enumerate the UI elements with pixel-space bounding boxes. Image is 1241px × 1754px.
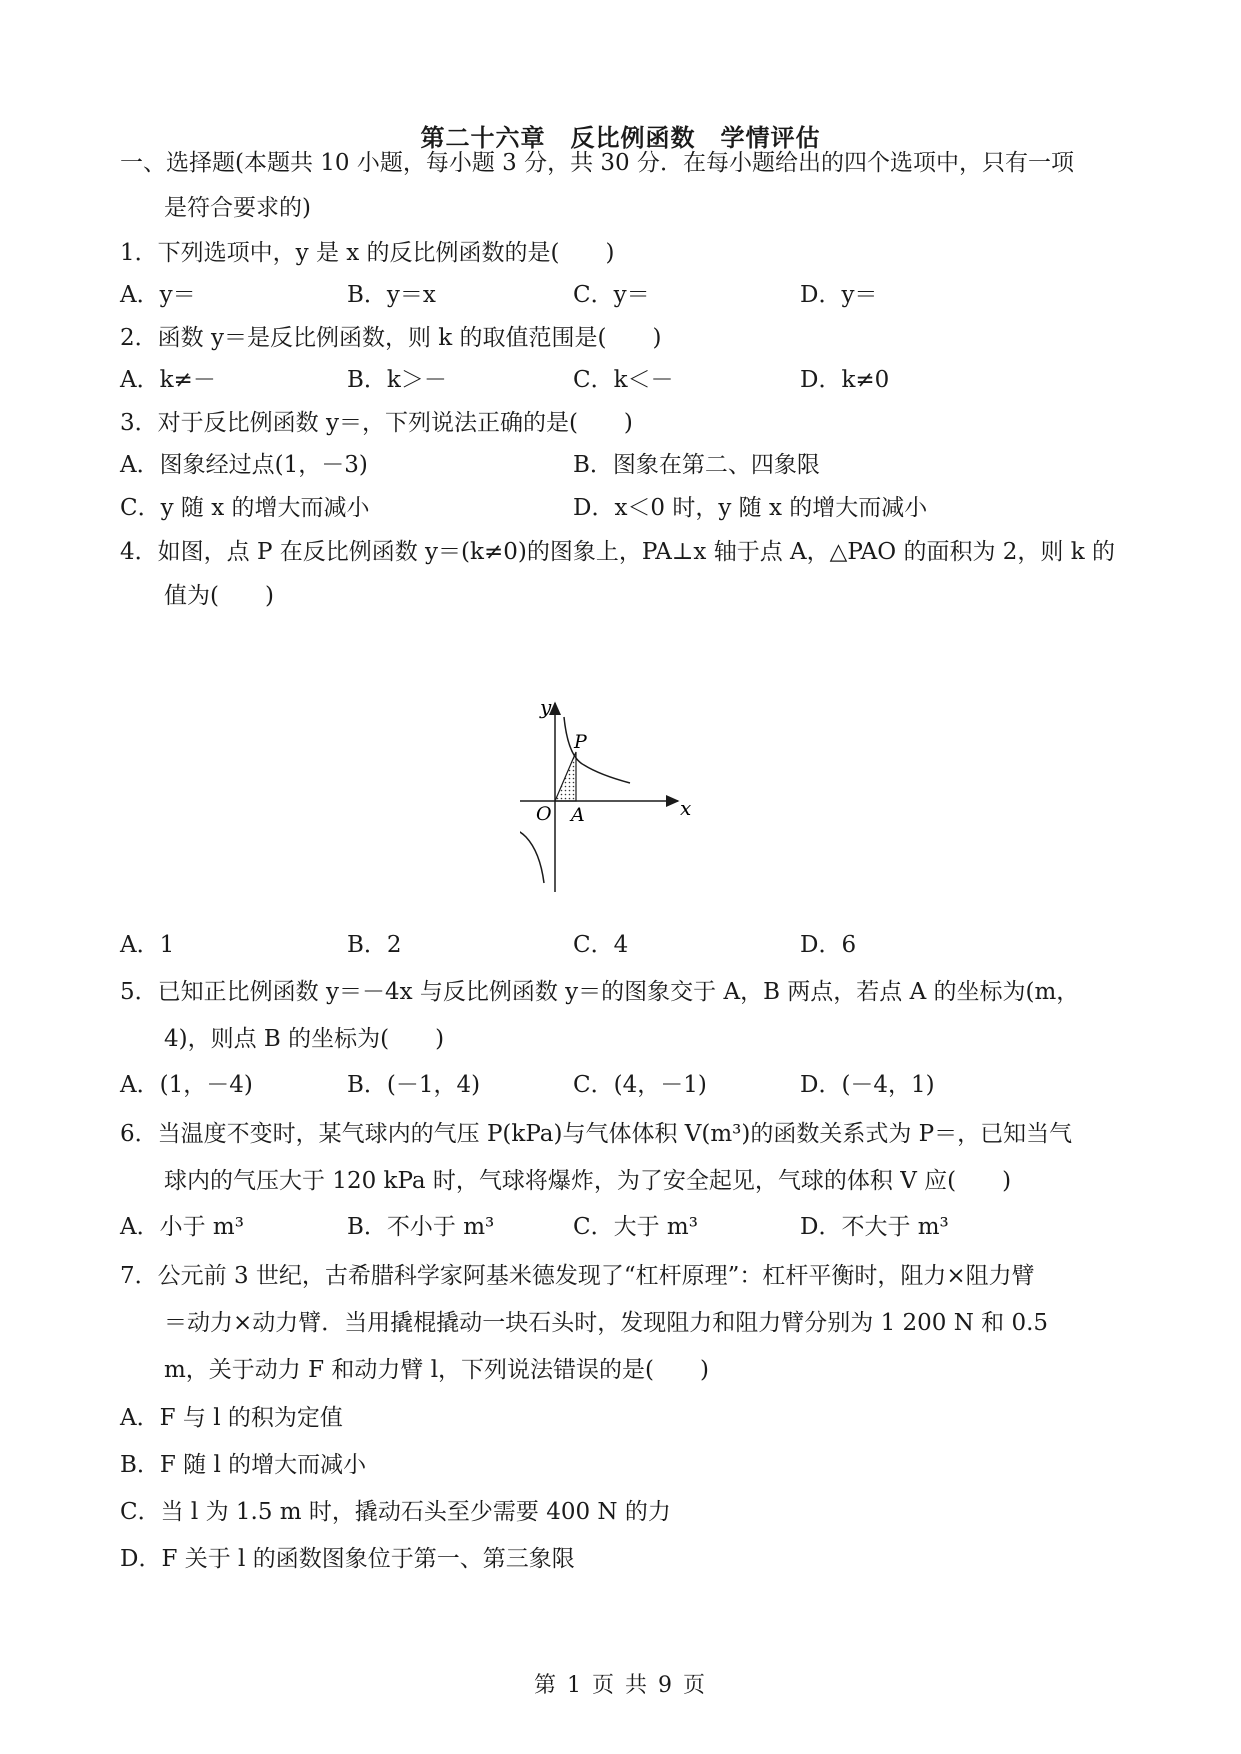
question-2: 2．函数 y＝是反比例函数，则 k 的取值范围是( ) (120, 325, 662, 351)
q3-option-c: C．y 随 x 的增大而减小 (120, 495, 370, 521)
question-7: 7．公元前 3 世纪，古希腊科学家阿基米德发现了“杠杆原理”：杠杆平衡时，阻力×阻力臂 (120, 1263, 1035, 1289)
q6-option-b: B．不小于 m³ (347, 1214, 495, 1240)
curve-third-quadrant (520, 820, 544, 883)
q6-option-c: C．大于 m³ (573, 1214, 698, 1240)
q3-option-a: A．图象经过点(1，－3) (120, 452, 368, 478)
q2-option-c: C．k＜－ (573, 367, 674, 393)
q6-option-d: D．不大于 m³ (800, 1214, 949, 1240)
page-title: 第二十六章 反比例函数 学情评估 (420, 124, 821, 152)
q5-option-a: A．(1，－4) (120, 1072, 253, 1098)
section-heading-cont: 是符合要求的) (164, 195, 311, 221)
q1-option-d: D．y＝ (800, 282, 878, 308)
question-4-cont: 值为( ) (164, 583, 274, 609)
q2-option-b: B．k＞－ (347, 367, 447, 393)
triangle-pao (555, 752, 576, 801)
label-x: x (680, 796, 692, 820)
q4-option-b: B．2 (347, 932, 402, 958)
question-1: 1．下列选项中，y 是 x 的反比例函数的是( ) (120, 240, 615, 266)
q4-option-d: D．6 (800, 932, 857, 958)
q6-option-a: A．小于 m³ (120, 1214, 244, 1240)
q5-option-c: C．(4，－1) (573, 1072, 707, 1098)
q1-option-c: C．y＝ (573, 282, 650, 308)
label-y: y (540, 697, 552, 719)
question-7-cont-1: ＝动力×动力臂．当用撬棍撬动一块石头时，发现阻力和阻力臂分别为 1 200 N 和 0.5 (164, 1310, 1049, 1336)
q1-option-a: A．y＝ (120, 282, 196, 308)
page-footer: 第 1 页 共 9 页 (534, 1673, 707, 1698)
q2-option-d: D．k≠0 (800, 367, 890, 393)
question-5: 5．已知正比例函数 y＝－4x 与反比例函数 y＝的图象交于 A，B 两点，若点 A 的坐标为(m， (120, 979, 1080, 1005)
q3-option-d: D．x＜0 时，y 随 x 的增大而减小 (573, 495, 928, 521)
hyperbola-figure (520, 697, 720, 897)
q7-option-d: D．F 关于 l 的函数图象位于第一、第三象限 (120, 1546, 575, 1572)
q5-option-d: D．(－4，1) (800, 1072, 935, 1098)
question-7-cont-2: m，关于动力 F 和动力臂 l，下列说法错误的是( ) (164, 1357, 710, 1383)
q3-option-b: B．图象在第二、四象限 (573, 452, 820, 478)
question-4: 4．如图，点 P 在反比例函数 y＝(k≠0)的图象上，PA⊥x 轴于点 A，△PAO 的面积为 2，则 k 的 (120, 539, 1115, 565)
hyperbola-graph (520, 697, 720, 897)
section-heading: 一、选择题(本题共 10 小题，每小题 3 分，共 30 分．在每小题给出的四个选项中，只有一项 (120, 150, 1075, 176)
q7-option-a: A．F 与 l 的积为定值 (120, 1405, 343, 1431)
q4-option-c: C．4 (573, 932, 629, 958)
label-a: A (571, 804, 585, 826)
label-o: O (536, 803, 552, 825)
q1-option-b: B．y＝x (347, 282, 436, 308)
q4-option-a: A．1 (120, 932, 175, 958)
question-6-cont: 球内的气压大于 120 kPa 时，气球将爆炸，为了安全起见，气球的体积 V 应( ) (164, 1168, 1012, 1194)
q7-option-b: B．F 随 l 的增大而减小 (120, 1452, 367, 1478)
q2-option-a: A．k≠－ (120, 367, 216, 393)
q7-option-c: C．当 l 为 1.5 m 时，撬动石头至少需要 400 N 的力 (120, 1499, 671, 1525)
question-5-cont: 4)，则点 B 的坐标为( ) (164, 1026, 445, 1052)
question-3: 3．对于反比例函数 y＝，下列说法正确的是( ) (120, 410, 633, 436)
q5-option-b: B．(－1，4) (347, 1072, 481, 1098)
question-6: 6．当温度不变时，某气球内的气压 P(kPa)与气体体积 V(m³)的函数关系式为 P＝，已知当气 (120, 1121, 1073, 1147)
label-p: P (574, 731, 587, 753)
